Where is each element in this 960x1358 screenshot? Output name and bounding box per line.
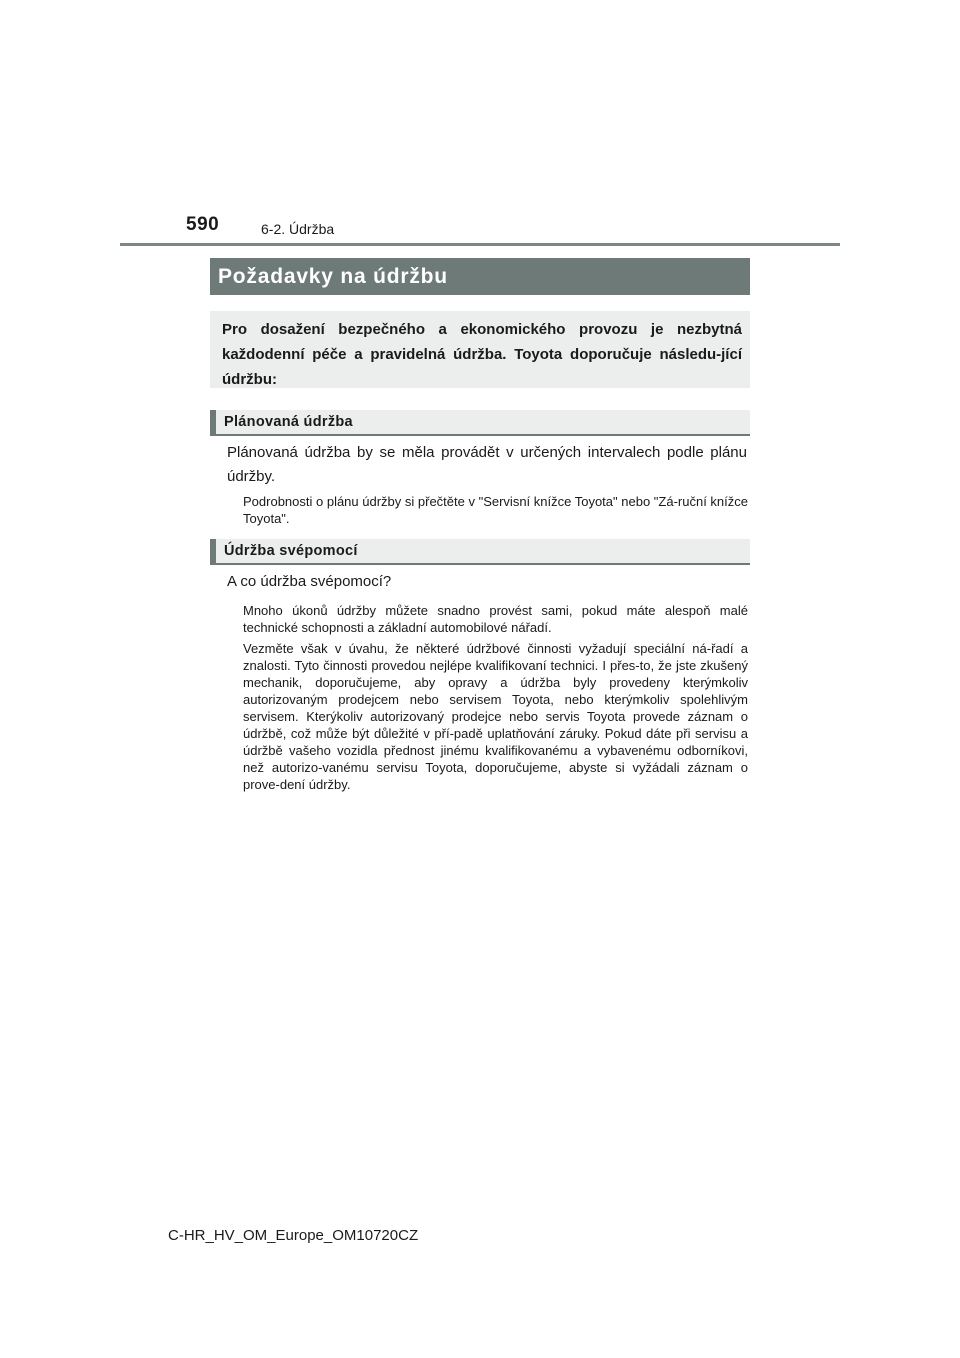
section-heading-planned-maintenance: Plánovaná údržba [210,410,750,436]
page-number: 590 [186,214,220,235]
header-divider [120,243,840,246]
document-code: C-HR_HV_OM_Europe_OM10720CZ [168,1227,419,1244]
section-heading-do-it-yourself: Údržba svépomocí [210,539,750,565]
section-note-service-book: Podrobnosti o plánu údržby si přečtěte v "Servisní knížce Toyota" nebo "Zá-ruční knížce Toyota". [243,494,748,526]
breadcrumb: 6-2. Údržba [261,221,335,237]
section-body-planned-maintenance: Plánovaná údržba by se měla provádět v určených intervalech podle plánu údržby. [227,444,747,485]
section-note-special-tools: Vezměte však v úvahu, že některé údržbové činnosti vyžadují speciální ná-řadí a znalosti. Tyto činnosti provedou nejlépe kvalifikovaní technici. I přes-to, že jste zkušený mechanik, doporučujeme, aby opravy a údržba byly provedeny kterýmkoliv autorizovaným prodejcem nebo servisem Toyota, nebo kterýmkoliv spolehlivým servisem. Kterýkoliv autorizovaný prodejce nebo servis Toyota provede záznam o údržbě, což může být důležité v pří-padě uplatňování záruky. Pokud dáte při servisu a údržbě vašeho vozidla přednost jinému kvalifikovanému a vybavenému odborníkovi, než autorizo-vanému servisu Toyota, doporučujeme, abyste si vyžádali záznam o prove-dení údržby. [243,641,748,792]
section-body-do-it-yourself: A co údržba svépomocí? [227,573,392,590]
intro-box: Pro dosažení bezpečného a ekonomického provozu je nezbytná každodenní péče a pravidelná údržba. Toyota doporučuje následu-jící údržbu: [210,311,750,388]
chapter-title: Požadavky na údržbu [210,258,750,295]
section-note-simple-tasks: Mnoho úkonů údržby můžete snadno provést sami, pokud máte alespoň malé technické schopnosti a základní automobilové nářadí. [243,603,748,635]
